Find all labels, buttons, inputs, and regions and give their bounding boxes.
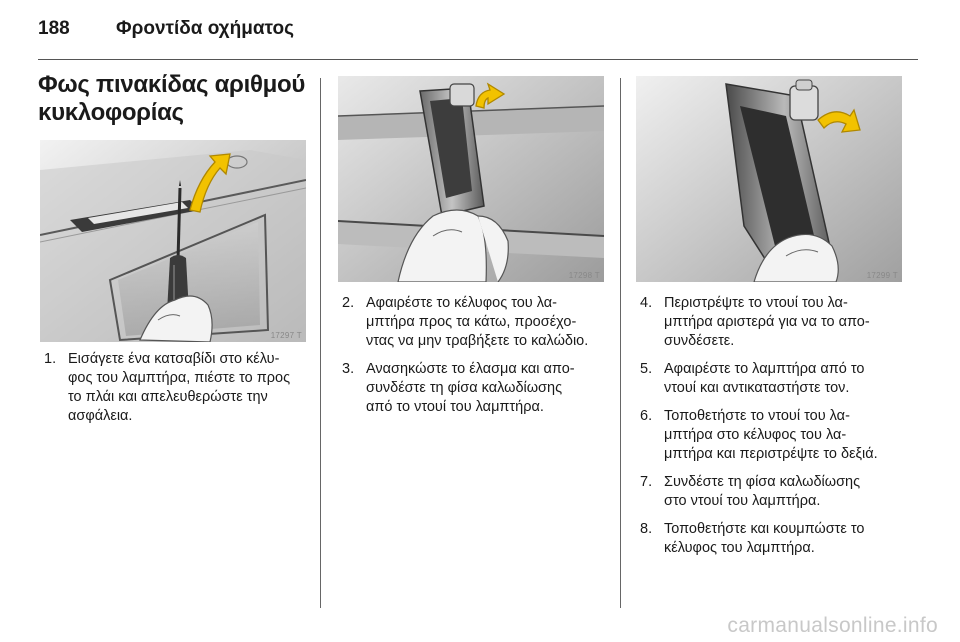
step-text: Τοποθετήστε το ντουί του λα- μπτήρα στο κέλυφος του λα- μπτήρα και περιστρέψτε το δεξιά. [664,408,878,462]
step-number: 1. [44,351,57,367]
figure-1 [40,140,306,342]
step-item [44,350,316,426]
step-number: 7. [640,474,653,490]
step-item [640,407,920,464]
step-item [640,294,920,351]
step-item [640,473,920,511]
step-number: 3. [342,361,355,377]
step-number: 4. [640,295,653,311]
figure-code: 17299 T [866,271,898,280]
step-text: Τοποθετήστε και κουμπώστε το κέλυφος του λαμπτήρα. [664,521,865,556]
page-number: 188 [38,18,70,39]
page-title: Φως πινακίδας αριθμού κυκλοφορίας [38,71,306,126]
step-text: Συνδέστε τη φίσα καλωδίωσης στο ντουί του λαμπτήρα. [664,474,861,509]
lamp-housing-removal-illustration [338,76,604,282]
step-item [640,520,920,558]
figure-code: 17298 T [568,271,600,280]
step-number: 8. [640,521,653,537]
step-item [640,360,920,398]
step-item [342,360,616,417]
screwdriver-release-illustration [40,140,306,342]
step-text: Αφαιρέστε το λαμπτήρα από το ντουί και αντικαταστήστε τον. [664,361,865,396]
steps-column-1 [44,350,316,435]
bulb-socket-rotate-illustration [636,76,902,282]
column-divider [320,78,321,608]
step-item [342,294,616,351]
steps-column-2 [342,294,616,426]
step-text: Αφαιρέστε το κέλυφος του λα- μπτήρα προς τα κάτω, προσέχο- ντας να μην τραβήξετε το καλώδιο. [366,295,589,349]
figure-2 [338,76,604,282]
page-header [38,18,294,40]
step-number: 5. [640,361,653,377]
step-number: 2. [342,295,355,311]
figure-code: 17297 T [270,331,302,340]
watermark: carmanualsonline.info [727,614,938,637]
step-text: Εισάγετε ένα κατσαβίδι στο κέλυ- φος του λαμπτήρα, πιέστε το προς το πλάι και απελευθερώστε την ασφάλεια. [68,351,291,424]
step-text: Περιστρέψτε το ντουί του λα- μπτήρα αριστερά για να το απο- συνδέσετε. [664,295,870,349]
steps-column-3 [640,294,920,567]
header-rule [38,59,918,60]
step-number: 6. [640,408,653,424]
column-divider [620,78,621,608]
section-title: Φροντίδα οχήματος [116,18,294,39]
step-text: Ανασηκώστε το έλασμα και απο- συνδέστε τη φίσα καλωδίωσης από το ντουί του λαμπτήρα. [366,361,575,415]
figure-3 [636,76,902,282]
